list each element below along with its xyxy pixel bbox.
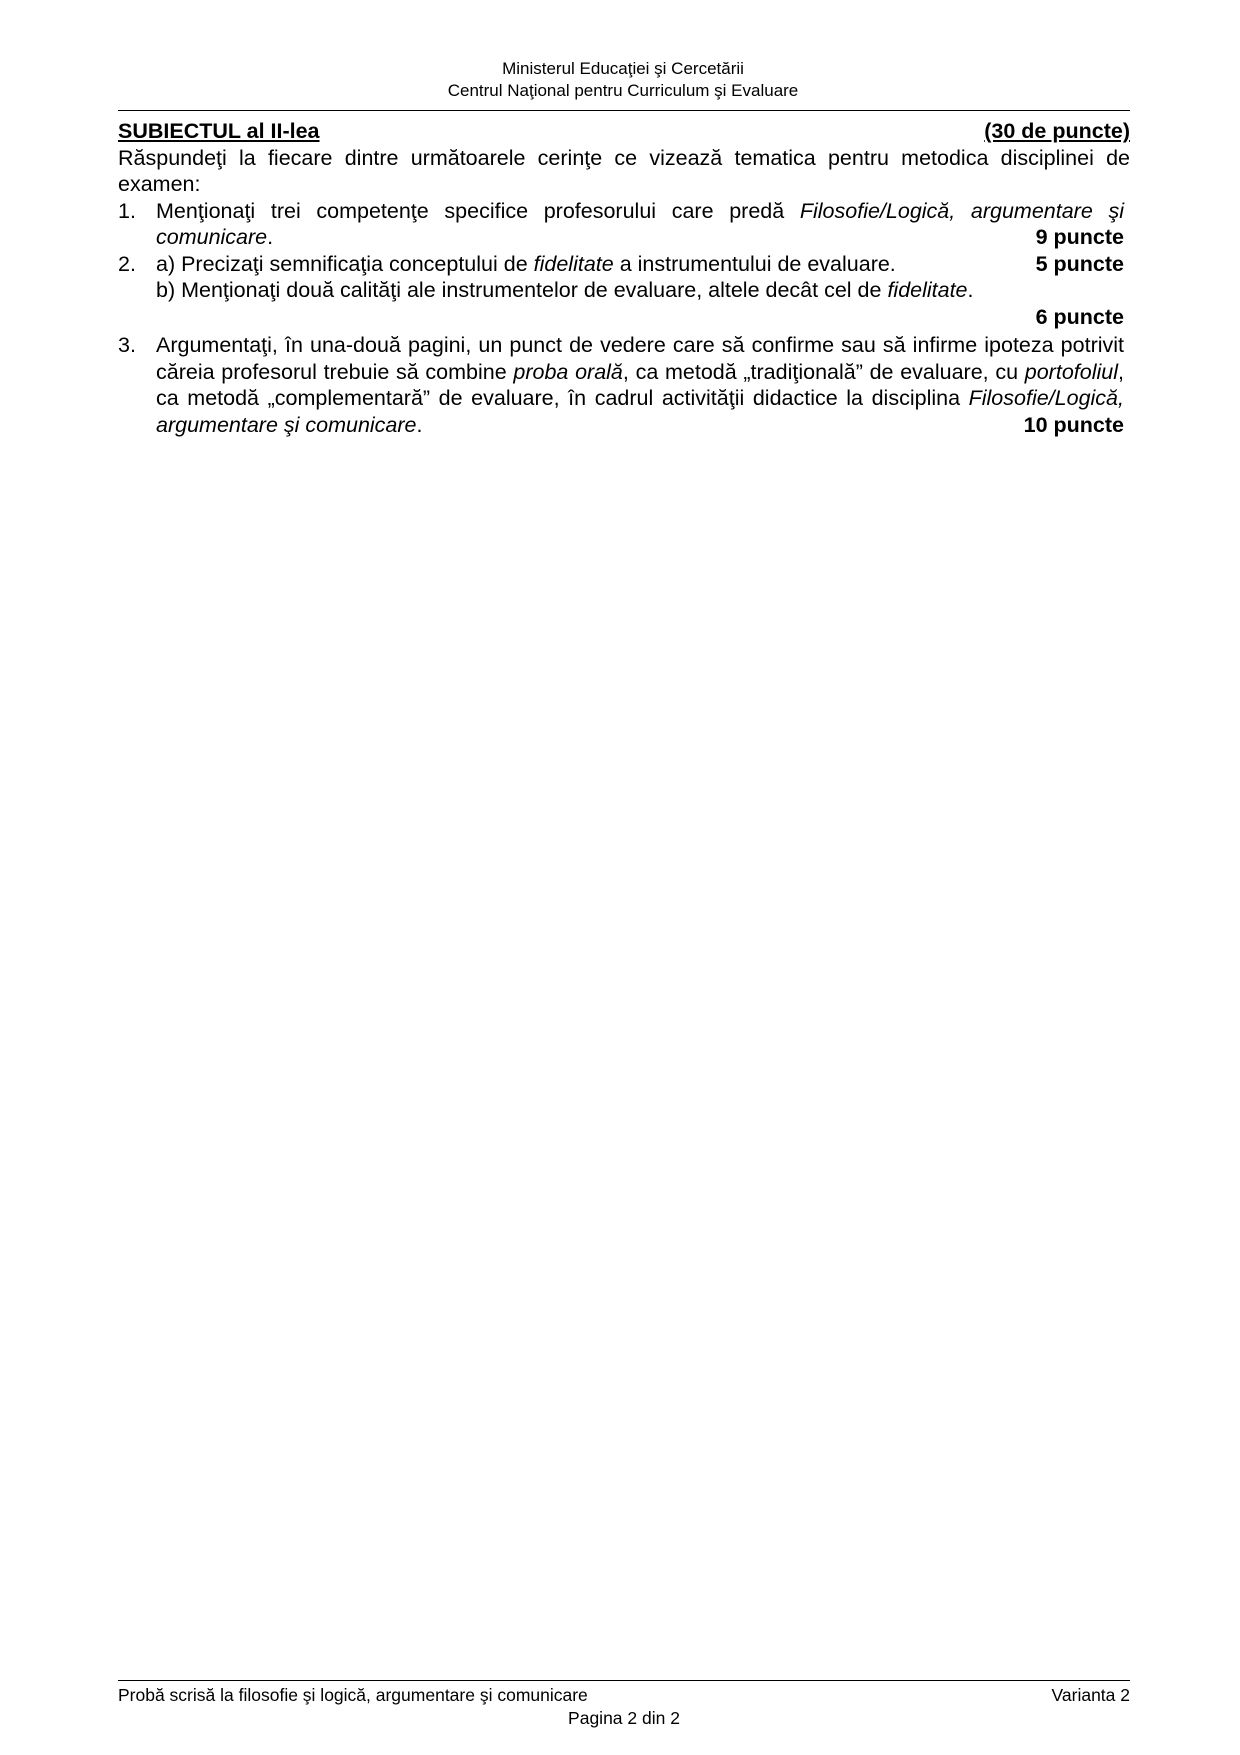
subject-title: SUBIECTUL al II-lea	[118, 119, 320, 143]
question-number: 2.	[118, 251, 136, 276]
header-divider	[118, 110, 1130, 111]
question-text: Argumentaţi, în una-două pagini, un punct de vedere care să confirme sau să infirme ipoteza potrivit căreia profesorul trebuie să combine proba orală, ca metodă „tradiţională” de evaluare, cu portofoliul, ca metodă „complementară” de evaluare, în cadrul activităţii didactice la disciplina Filosofie/Logică, argumentare şi comunicare. 10 puncte	[156, 333, 1124, 437]
question-2a: a) Precizaţi semnificaţia conceptului de fidelitate a instrumentului de evaluare. 5 puncte	[156, 251, 1124, 276]
question-points: 9 puncte	[1035, 225, 1124, 249]
center-name: Centrul Naţional pentru Curriculum şi Evaluare	[447, 81, 799, 100]
footer-divider	[118, 1680, 1130, 1681]
exam-content	[118, 118, 1130, 438]
subject-heading	[118, 118, 1130, 145]
question-1	[118, 198, 1130, 251]
question-number: 3.	[118, 333, 136, 357]
subject-points: (30 de puncte)	[984, 119, 1130, 143]
term: fidelitate	[887, 278, 968, 302]
question-points: 6 puncte	[1035, 304, 1124, 329]
question-2	[118, 251, 1130, 331]
discipline-name: Filosofie/Logică, argumentare şi comunicare	[156, 198, 1124, 249]
question-3	[118, 332, 1130, 438]
ministry-name: Ministerul Educaţiei şi Cercetării	[502, 59, 744, 78]
question-number: 1.	[118, 198, 136, 223]
page-number: Pagina 2 din 2	[568, 1708, 680, 1728]
term: proba orală	[513, 359, 623, 384]
variant-label: Varianta 2	[1051, 1685, 1130, 1705]
instructions: Răspundeţi la fiecare dintre următoarele cerinţe ce vizează tematica pentru metodica disciplinei de examen:	[118, 145, 1130, 196]
document-header	[118, 58, 1128, 102]
exam-title: Probă scrisă la filosofie şi logică, argumentare şi comunicare	[118, 1685, 588, 1705]
term: fidelitate	[533, 251, 614, 276]
question-points: 10 puncte	[1023, 412, 1124, 437]
document-footer	[118, 1684, 1130, 1730]
question-2b: b) Menţionaţi două calităţi ale instrumentelor de evaluare, altele decât cel de fidelitate.	[156, 278, 974, 302]
question-text: Menţionaţi trei competenţe specifice profesorului care predă Filosofie/Logică, argumentare şi comunicare. 9 puncte	[156, 198, 1124, 249]
question-points: 5 puncte	[1035, 251, 1124, 276]
discipline-name: Filosofie/Logică, argumentare şi comunicare	[156, 386, 1124, 437]
term: portofoliul	[1024, 359, 1118, 384]
